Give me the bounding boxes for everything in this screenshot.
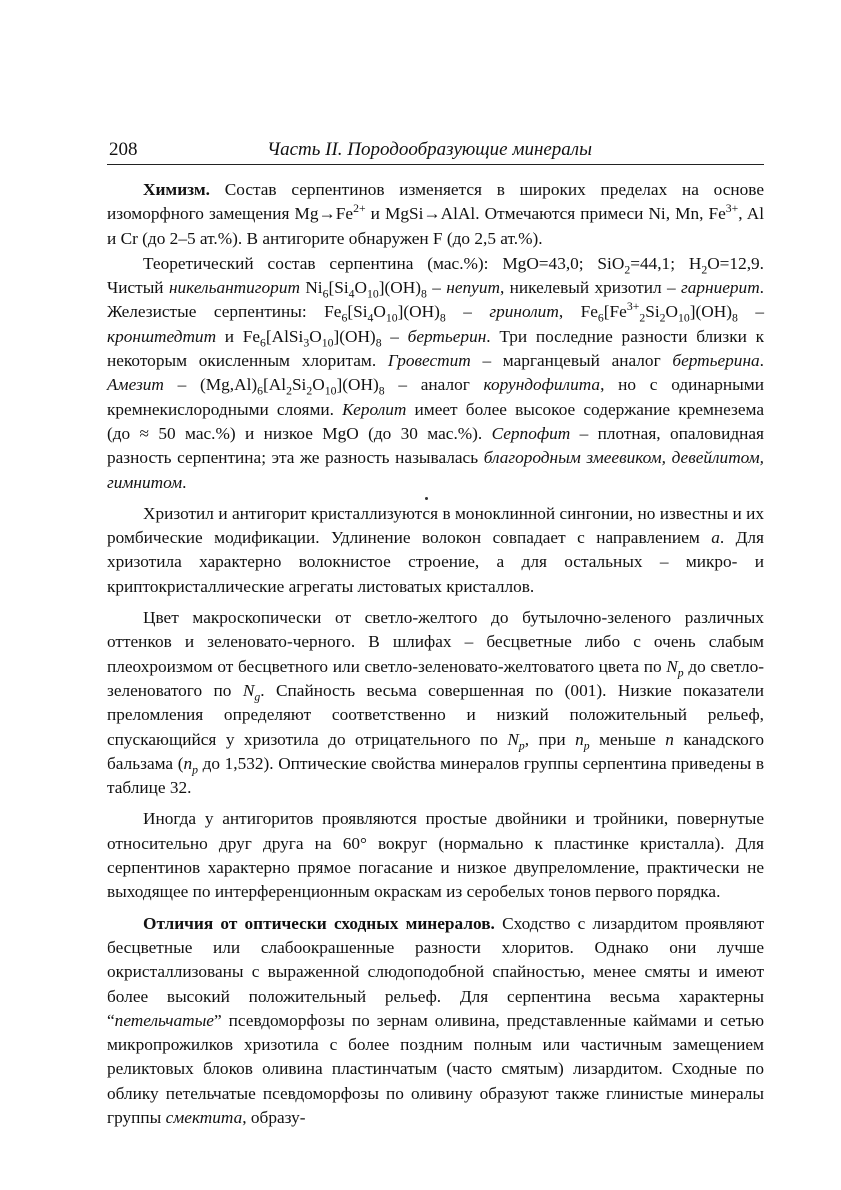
text-run: – <box>445 302 490 322</box>
text-run: g <box>254 690 261 704</box>
text-run: 8 <box>731 311 738 325</box>
text-run: 2 <box>624 263 631 277</box>
running-title: Часть II. Породообразующие минералы <box>267 139 592 160</box>
text-run: и MgSi→AlAl. Отмечаются примеси Ni, Mn, Fe <box>365 204 726 224</box>
text-run: Цвет макроскопически от светло-желтого до бутылочно-зеленого различных оттенков и зеленовато-черного. В шлифах – бесцветные либо с очень слабым плеохроизмом от бесцветного или светло-зеленовато-желтоватого цвета по <box>107 608 764 676</box>
text-run: ](OH) <box>336 375 379 395</box>
text-run: Теоретический состав серпентина (мас.%): MgO=43,0; SiO <box>143 253 625 273</box>
text-run: [Si <box>328 278 349 298</box>
text-run: , но с одинарными кремнекислородными слоями. <box>107 375 764 419</box>
text-run: 3+ <box>725 202 739 216</box>
text-run: O=12,9. Чистый <box>107 253 764 298</box>
mineral-name: непуит <box>446 278 500 298</box>
text-run: p <box>583 738 590 752</box>
paragraph-chemistry <box>107 178 764 251</box>
text-run: O <box>665 302 678 322</box>
mineral-name: Керолит <box>342 399 407 419</box>
text-run: O <box>373 302 386 322</box>
text-run: , Al и Cr (до 2–5 ат.%). В антигорите обнаружен F (до 2,5 ат.%). <box>107 204 765 248</box>
section-heading-differences: Отличия от оптически сходных минералов. <box>143 913 495 933</box>
text-run: Состав серпентинов изменяется в широких пределах на основе изоморфного замещения Mg→Fe <box>107 180 764 224</box>
text-run: 10 <box>324 384 337 398</box>
text-run: n <box>665 729 674 749</box>
paragraph-twinning <box>107 807 764 904</box>
text-run: 10 <box>367 287 379 301</box>
mineral-name: никельантигорит <box>168 278 300 298</box>
text-run: петельчатые <box>114 1010 214 1030</box>
text-run: – <box>381 326 408 346</box>
text-run: 3 <box>303 336 310 350</box>
page-number: 208 <box>109 139 138 160</box>
text-run: – марганцевый аналог <box>470 351 673 371</box>
text-run: 10 <box>385 311 398 325</box>
text-run: – (Mg,Al) <box>163 375 258 395</box>
text-run: N <box>666 656 678 676</box>
text-run: меньше <box>589 729 666 749</box>
text-run: имеет более высокое содержание кремнезема (до ≈ 50 мас.%) и низкое MgO (до 30 мас.%). <box>107 399 764 443</box>
text-run: 10 <box>678 311 690 325</box>
text-run: 6 <box>597 311 604 325</box>
paragraph-optics <box>107 606 764 800</box>
mineral-name: Гровестит <box>387 351 471 371</box>
text-run: 2+ <box>353 202 366 216</box>
text-run: 3+ <box>626 300 640 314</box>
text-run: a <box>711 528 720 548</box>
text-run: Иногда у антигоритов проявляются простые двойники и тройники, повернутые относительно друг друга на 60° вокруг (нормально к пластинке кристалла). Для серпентинов характерно прямое погасание и низкое двупреломление, практически не выходящее по интерференционным окраскам из серобелых тонов первого порядка. <box>107 809 764 902</box>
mineral-name: гарниерит <box>681 278 760 298</box>
body-text <box>107 178 764 1130</box>
text-run: . <box>182 472 187 492</box>
text-run: до 1,532). Оптические свойства минералов группы серпентина приведены в таблице 32. <box>107 753 764 798</box>
text-run: канадского бальзама ( <box>107 729 765 773</box>
mineral-name: бертьерин <box>407 326 487 346</box>
text-run: Сходство с лизардитом проявляют бесцветные или слабоокрашенные разности хлоритов. Однако они лучше окристаллизованы с выраженной слюдоподобной спайностью, менее смяты и имеют более высокий положительный рельеф. Для серпентина весьма характерны “ <box>107 913 764 1030</box>
text-run: Si <box>291 375 307 395</box>
text-run: . Три последние разности близки к некоторым окисленным хлоритам. <box>107 326 765 371</box>
text-run: 8 <box>421 287 427 301</box>
text-run: 8 <box>439 311 446 325</box>
page-header <box>107 136 764 165</box>
text-run: , образу- <box>242 1107 306 1127</box>
text-run: до светло-зеленоватого по <box>107 656 764 700</box>
text-run: 6 <box>260 336 266 350</box>
print-speck <box>425 497 428 500</box>
text-run: ](OH) <box>397 302 440 322</box>
text-run: p <box>192 763 198 777</box>
text-run: p <box>518 738 525 752</box>
text-run: O <box>309 326 322 346</box>
text-run: и Fe <box>216 326 261 346</box>
section-heading-chemistry: Химизм. <box>143 180 210 199</box>
text-run: 8 <box>375 336 382 350</box>
text-run: 6 <box>322 287 329 301</box>
text-run: ](OH) <box>333 326 376 346</box>
mineral-name: благородным змеевиком, девейлитом, гимнитом <box>107 448 765 492</box>
text-run: Хризотил и антигорит кристаллизуются в моноклинной сингонии, но известны и их ромбические модификации. Удлинение волокон совпадает с направлением <box>107 503 764 548</box>
text-run: . Железистые серпентины: Fe <box>107 278 764 322</box>
mineral-name: Амезит <box>107 375 164 395</box>
text-run: N <box>507 729 519 749</box>
text-run: Ni <box>299 278 323 298</box>
text-run: 2 <box>286 384 292 398</box>
text-run: 2 <box>701 263 708 277</box>
text-run: . <box>759 351 764 371</box>
mineral-name: корундофилита <box>483 375 601 395</box>
text-run: , Fe <box>558 302 598 322</box>
text-run: 6 <box>341 311 348 325</box>
text-run: – плотная, опаловидная разность серпентина; эта же разность называлась <box>107 423 764 468</box>
text-run: O <box>354 278 368 298</box>
text-run: n <box>575 729 584 749</box>
paragraph-crystallization <box>107 502 764 599</box>
text-run: . Для хризотила характерно волокнистое строение, а для остальных – микро- и криптокристаллические агрегаты листоватых кристаллов. <box>107 528 764 596</box>
text-run: [AlSi <box>265 326 304 346</box>
text-run: 4 <box>348 287 355 301</box>
text-run: – <box>426 278 447 298</box>
text-run: [Si <box>347 302 368 322</box>
text-run: 6 <box>257 384 264 398</box>
text-run: [Al <box>263 375 287 395</box>
text-run: 4 <box>367 311 374 325</box>
text-run: ](OH) <box>689 302 732 322</box>
text-run: 2 <box>306 384 313 398</box>
text-run: – аналог <box>384 375 484 395</box>
text-run: , при <box>524 729 576 749</box>
text-run: 10 <box>321 336 334 350</box>
text-run: 2 <box>659 311 666 325</box>
text-run: ” псевдоморфозы по зернам оливина, представленные каймами и сетью микропрожилков хризотила с более поздним полным или частичным замещением реликтовых блоков оливина пластинчатым (часто смятым) лизардитом. Сходные по облику петельчатые псевдоморфозы по оливину образуют также глинистые минералы группы <box>107 1010 764 1127</box>
text-run: – <box>737 302 764 322</box>
text-run: n <box>183 753 193 773</box>
text-run: ](OH) <box>378 278 421 298</box>
text-run: [Fe <box>603 302 627 322</box>
text-run: . Спайность весьма совершенная по (001). Низкие показатели преломления определяют соответственно и низкий положительный рельеф, спускающийся у хризотила до отрицательного по <box>107 680 764 749</box>
paragraph-differences <box>107 912 764 1131</box>
text-run: p <box>677 666 684 680</box>
paragraph-composition <box>107 252 764 495</box>
mineral-name: смектита <box>165 1107 243 1127</box>
text-run: =44,1; H <box>630 253 702 273</box>
text-run: Si <box>645 302 660 322</box>
text-run: , никелевый хризотил – <box>499 278 681 298</box>
mineral-name: гринолит <box>489 302 559 322</box>
mineral-name: Серпофит <box>491 423 571 443</box>
mineral-name: кронштедтит <box>107 326 217 346</box>
text-run: O <box>312 375 325 395</box>
mineral-name: бертьерина <box>672 351 760 371</box>
text-run: 8 <box>378 384 385 398</box>
text-run: N <box>242 680 255 700</box>
text-run: 2 <box>639 311 646 325</box>
